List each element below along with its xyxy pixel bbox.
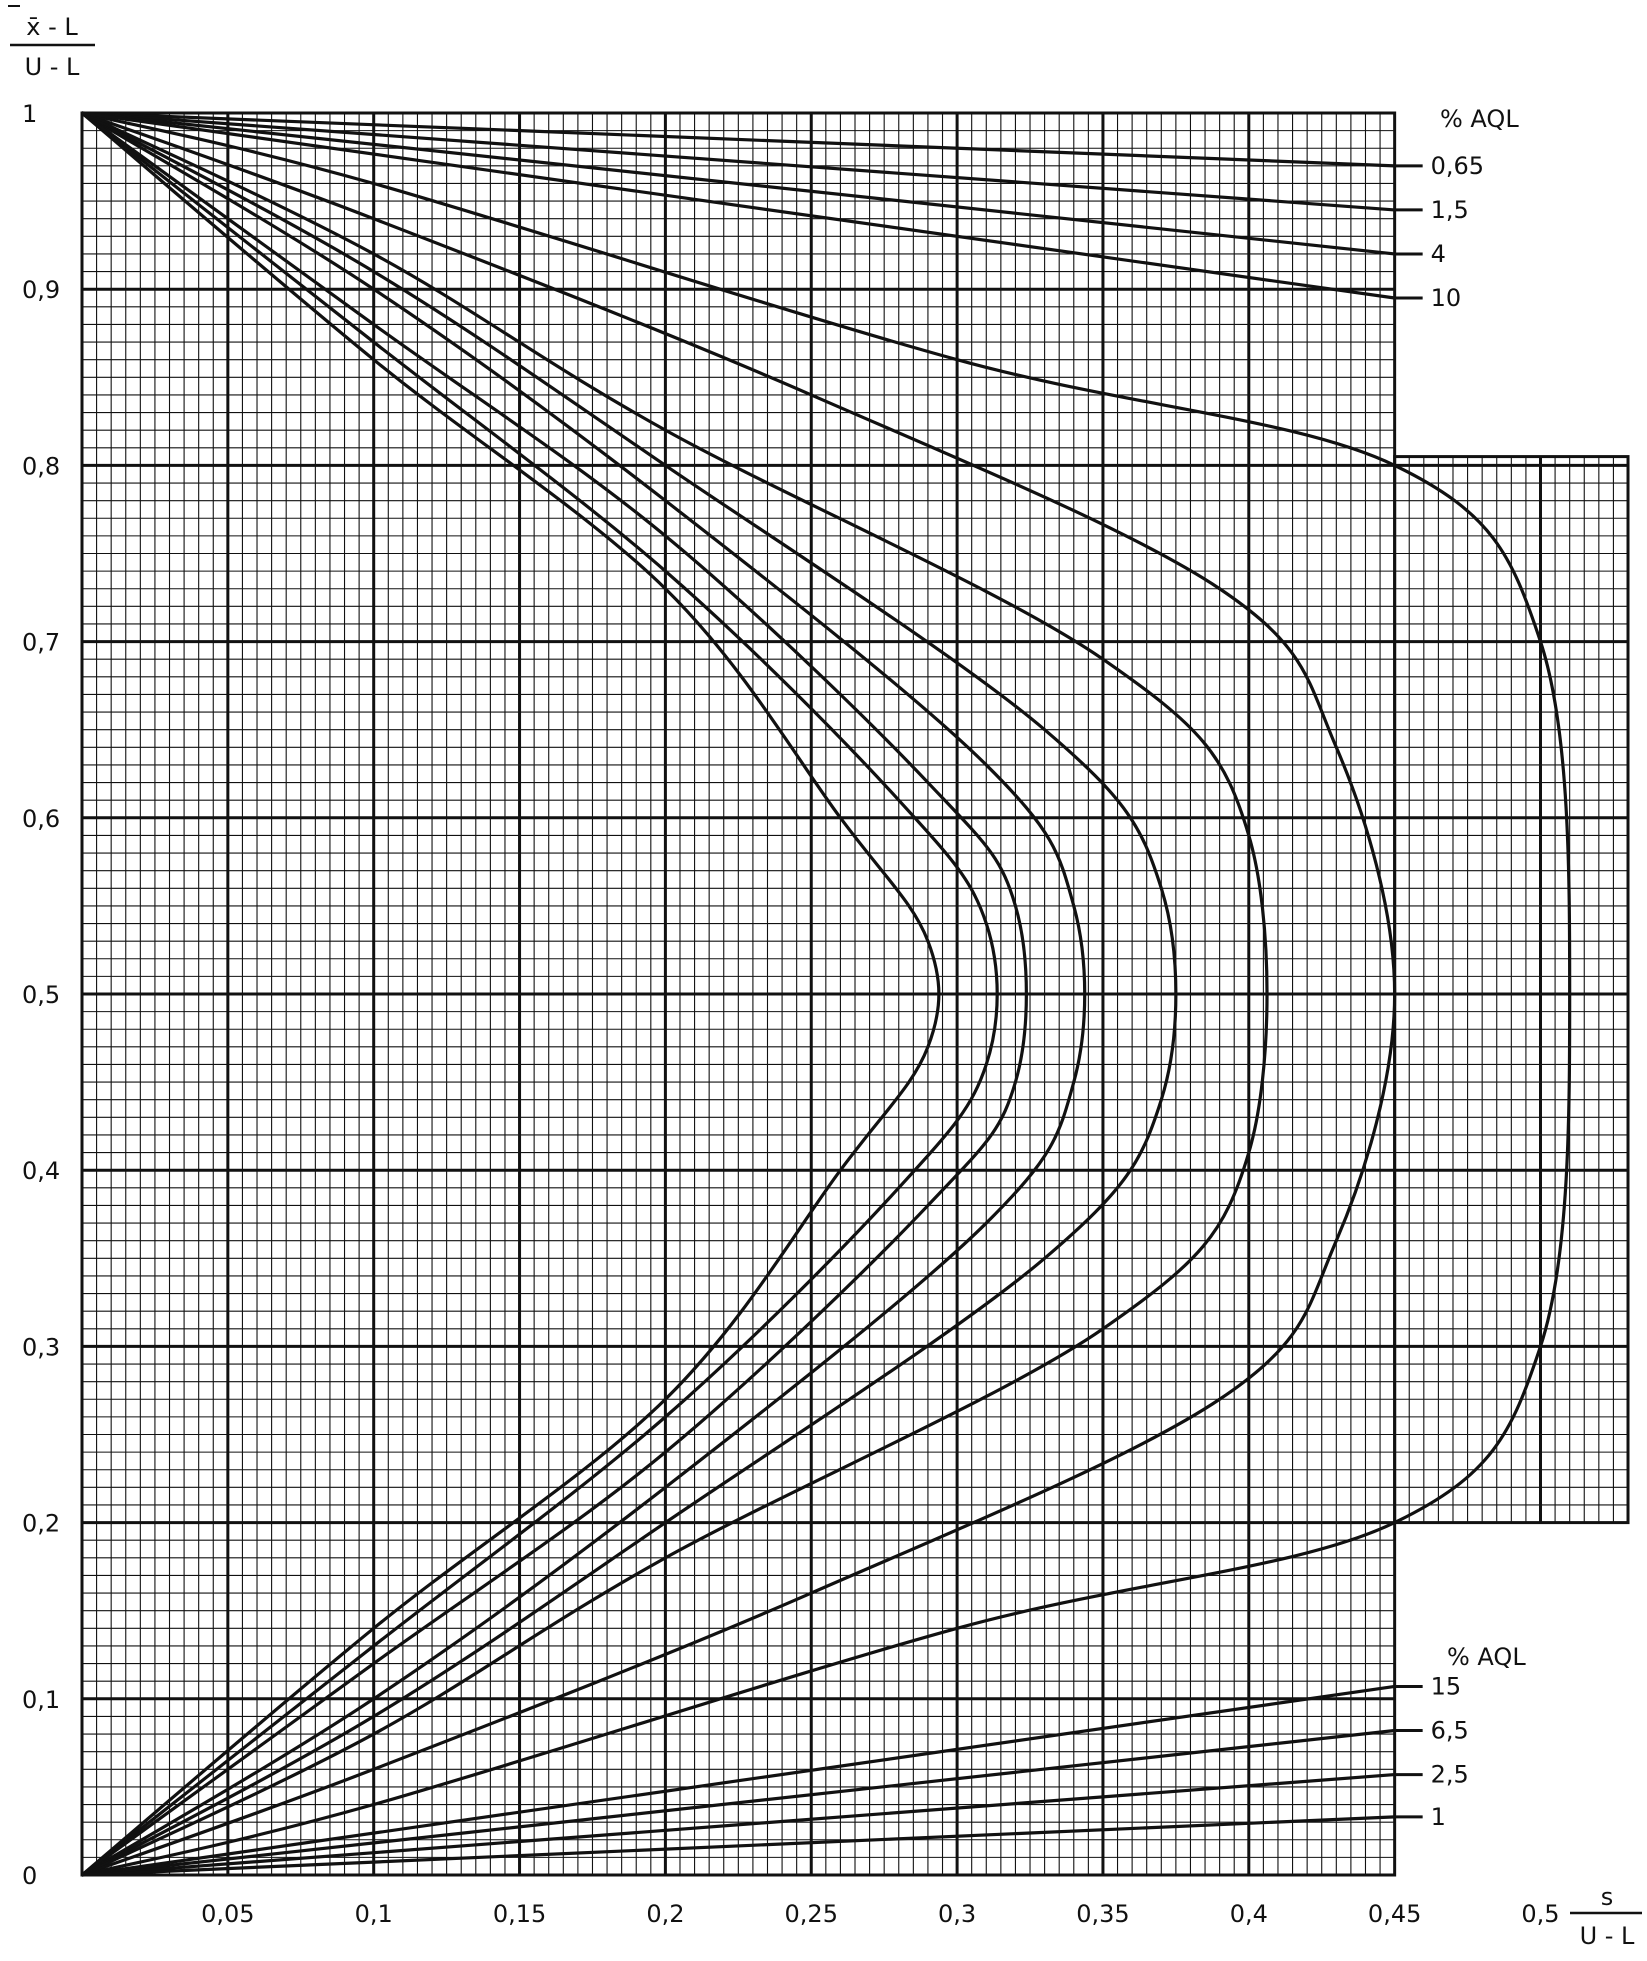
x-tick-label: 0,2	[646, 1900, 685, 1928]
x-tick-label: 0,15	[492, 1900, 547, 1928]
y-axis-title-denominator: U - L	[24, 53, 80, 81]
x-axis-title-numerator: s	[1600, 1883, 1614, 1911]
legend-label: 4	[1430, 239, 1446, 268]
y-tick-label: 0,4	[22, 1157, 61, 1186]
legend-label: 6,5	[1430, 1716, 1469, 1745]
x-tick-label: 0,35	[1076, 1900, 1130, 1928]
legend-label: 10	[1430, 284, 1462, 313]
y-tick-label: 0,8	[22, 452, 61, 481]
legend-label: 1	[1430, 1802, 1446, 1831]
upper-legend	[1395, 152, 1484, 312]
y-tick-label: 0,6	[22, 804, 61, 833]
y-tick-label: 0	[22, 1862, 38, 1890]
y-tick-label: 1	[22, 100, 38, 128]
legend-label: 15	[1430, 1672, 1462, 1701]
legend-label: 2,5	[1430, 1760, 1469, 1789]
legend-label: 1,5	[1430, 195, 1469, 224]
y-axis-title	[8, 6, 95, 81]
upper-legend-header: % AQL	[1440, 105, 1519, 133]
y-tick-label: 0,9	[22, 276, 61, 305]
x-tick-label: 0,25	[784, 1900, 838, 1928]
x-axis-title	[1570, 1883, 1642, 1950]
x-tick-label: 0,05	[201, 1900, 255, 1928]
lower-legend	[1395, 1672, 1469, 1830]
x-tick-label: 0,1	[354, 1900, 393, 1928]
x-tick-label: 0,3	[938, 1900, 977, 1928]
x-axis-title-denominator: U - L	[1579, 1922, 1635, 1950]
x-tick-label: 0,5	[1521, 1900, 1560, 1928]
legend-label: 0,65	[1430, 151, 1485, 180]
y-tick-label: 0,1	[22, 1685, 61, 1714]
y-axis-title-numerator: x̄ - L	[26, 13, 78, 41]
y-tick-label: 0,2	[22, 1509, 61, 1538]
x-tick-label: 0,45	[1367, 1900, 1422, 1928]
y-tick-label: 0,3	[22, 1333, 61, 1362]
y-tick-label: 0,5	[22, 981, 61, 1009]
x-tick-labels	[201, 1900, 1559, 1928]
lower-legend-header: % AQL	[1447, 1643, 1526, 1671]
y-tick-label: 0,7	[22, 628, 61, 657]
y-tick-labels	[22, 100, 60, 1890]
x-tick-label: 0,4	[1229, 1900, 1268, 1928]
